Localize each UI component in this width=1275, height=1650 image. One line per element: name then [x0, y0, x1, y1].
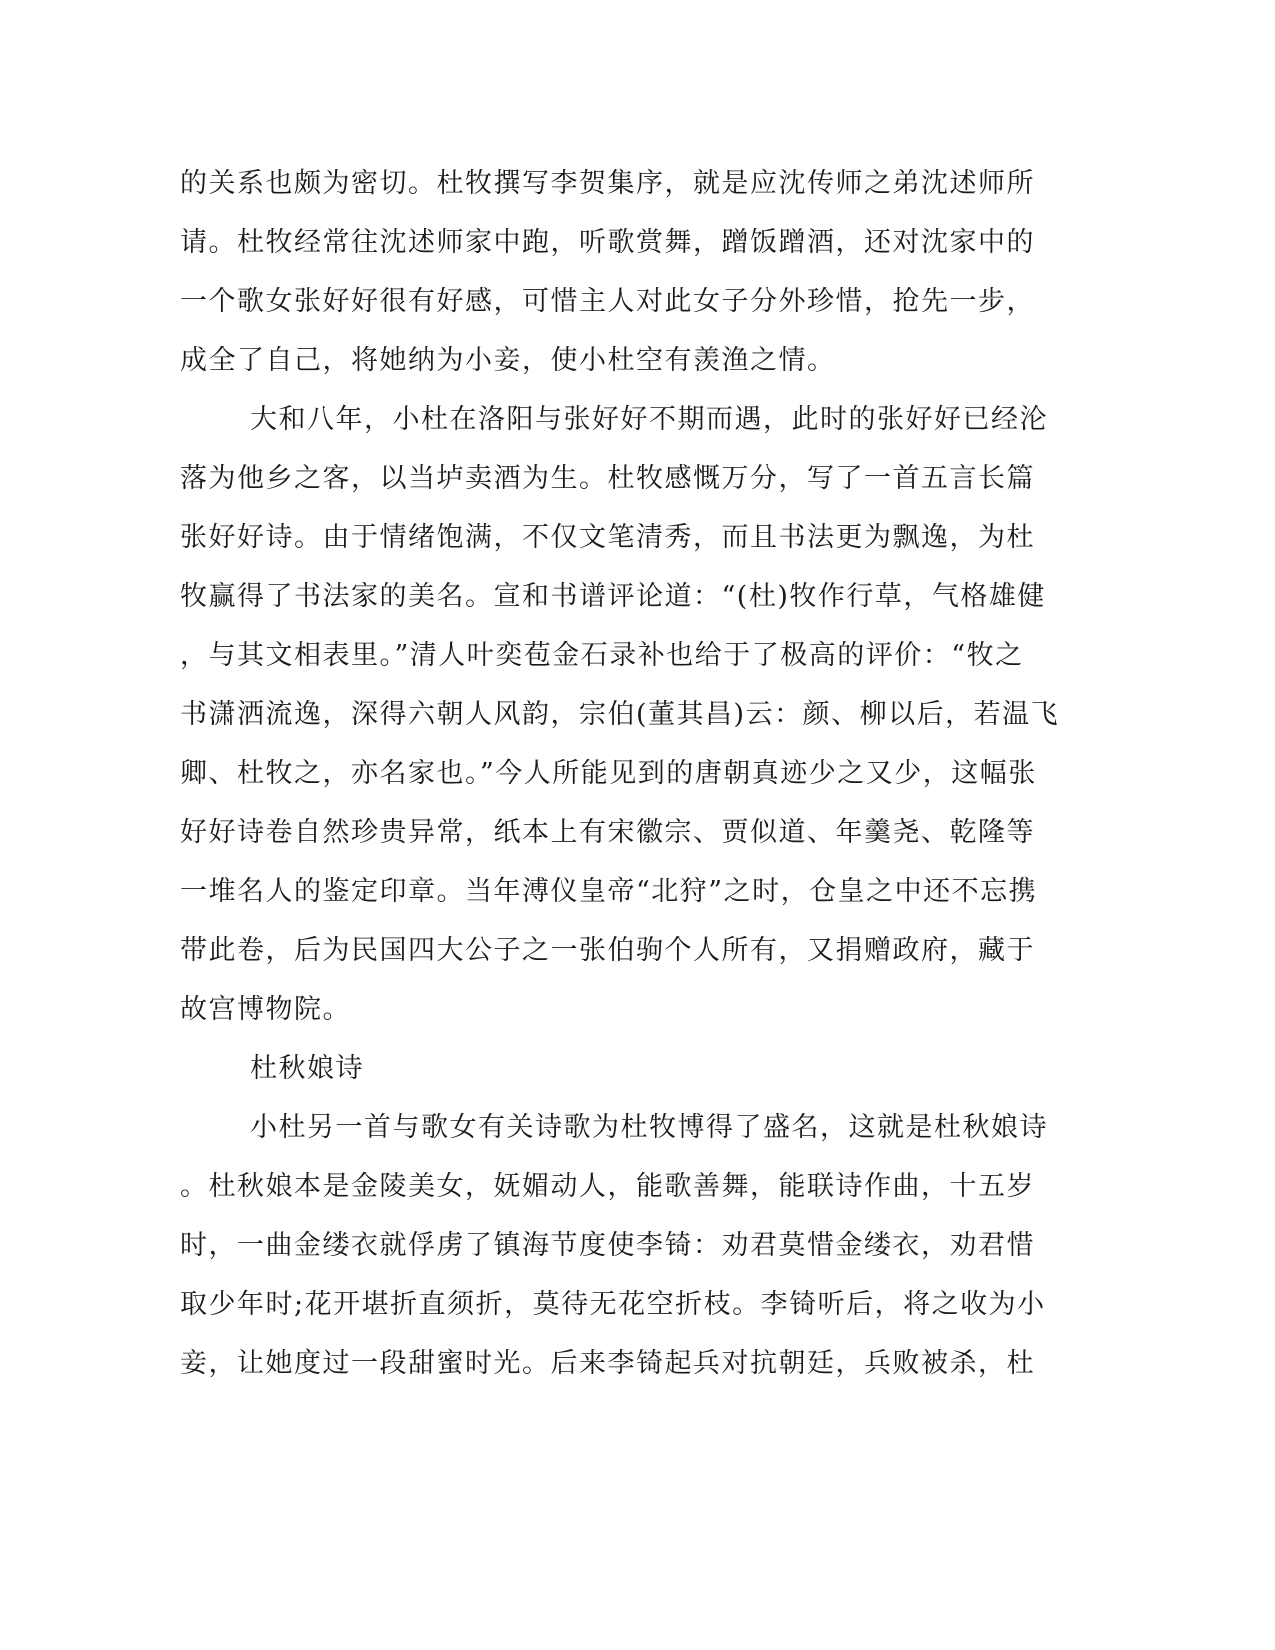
- text-line: 书潇洒流逸，深得六朝人风韵，宗伯(董其昌)云：颜、柳以后，若温飞: [180, 699, 1060, 730]
- text-line: 。杜秋娘本是金陵美女，妩媚动人，能歌善舞，能联诗作曲，十五岁: [180, 1171, 1035, 1202]
- text-line: 的关系也颇为密切。杜牧撰写李贺集序，就是应沈传师之弟沈述师所: [180, 168, 1035, 199]
- paragraph-first-line: 小杜另一首与歌女有关诗歌为杜牧博得了盛名，这就是杜秋娘诗: [250, 1112, 1048, 1143]
- text-line: 取少年时;花开堪折直须折，莫待无花空折枝。李锜听后，将之收为小: [180, 1289, 1046, 1320]
- text-line: 张好好诗。由于情绪饱满，不仅文笔清秀，而且书法更为飘逸，为杜: [180, 522, 1035, 553]
- text-line: 带此卷，后为民国四大公子之一张伯驹个人所有，又捐赠政府，藏于: [180, 935, 1035, 966]
- text-line: 成全了自己，将她纳为小妾，使小杜空有羡渔之情。: [180, 345, 836, 376]
- text-line: 落为他乡之客，以当垆卖酒为生。杜牧感慨万分，写了一首五言长篇: [180, 463, 1035, 494]
- body-text: [180, 154, 1060, 1393]
- text-line: 妾，让她度过一段甜蜜时光。后来李锜起兵对抗朝廷，兵败被杀，杜: [180, 1348, 1035, 1379]
- text-line: 牧赢得了书法家的美名。宣和书谱评论道：“(杜)牧作行草，气格雄健: [180, 581, 1046, 612]
- text-line: 好好诗卷自然珍贵异常，纸本上有宋徽宗、贾似道、年羹尧、乾隆等: [180, 817, 1035, 848]
- text-line: 一堆名人的鉴定印章。当年溥仪皇帝“北狩”之时，仓皇之中还不忘携: [180, 876, 1038, 907]
- text-line: 故宫博物院。: [180, 994, 351, 1025]
- text-line: 请。杜牧经常往沈述师家中跑，听歌赏舞，蹭饭蹭酒，还对沈家中的: [180, 227, 1035, 258]
- text-line: 一个歌女张好好很有好感，可惜主人对此女子分外珍惜，抢先一步，: [180, 286, 1035, 317]
- text-line: ，与其文相表里。”清人叶奕苞金石录补也给于了极高的评价：“牧之: [180, 640, 1024, 671]
- section-heading: 杜秋娘诗: [250, 1053, 364, 1084]
- text-line: 卿、杜牧之，亦名家也。”今人所能见到的唐朝真迹少之又少，这幅张: [180, 758, 1037, 789]
- paragraph-first-line: 大和八年，小杜在洛阳与张好好不期而遇，此时的张好好已经沦: [250, 404, 1048, 435]
- text-line: 时，一曲金缕衣就俘虏了镇海节度使李锜：劝君莫惜金缕衣，劝君惜: [180, 1230, 1035, 1261]
